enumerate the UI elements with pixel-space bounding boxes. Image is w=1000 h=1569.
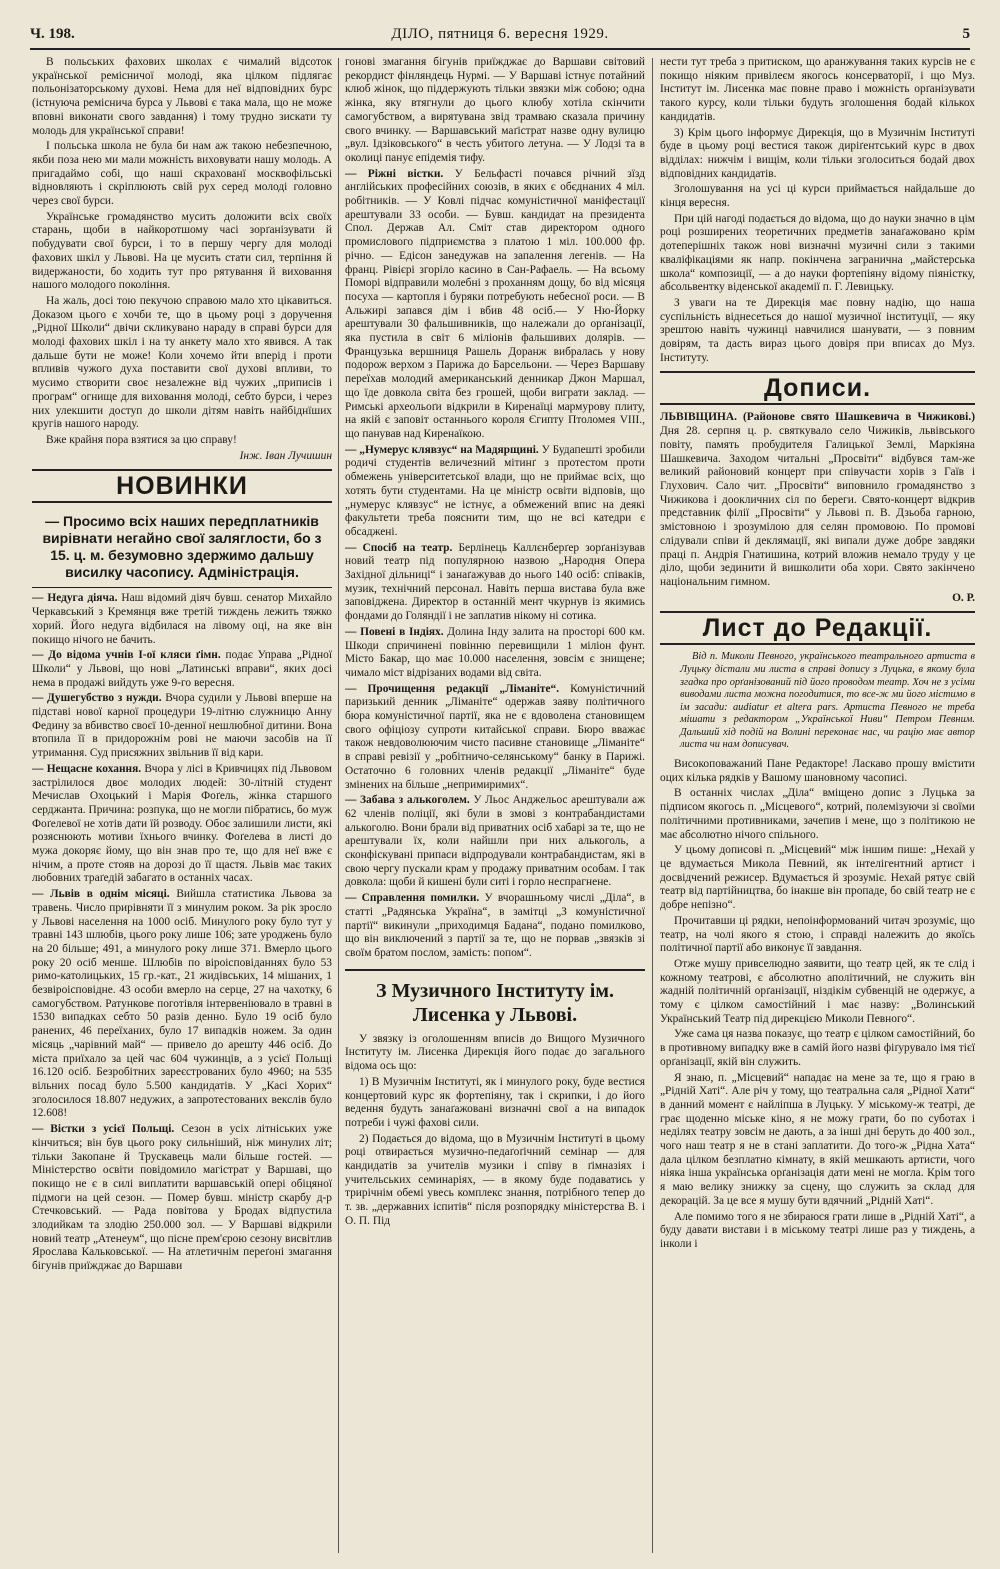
letter-paragraph: Я знаю, п. „Місцевий“ нападає на мене за те, що я граю в „Рідній Хаті“. Але річ у тому, що театральна саля „Рідної Хати“ в данний момент є найліпша в Луцьку. У міському-ж театрі, де грає щоденно міське кіно, я не можу грати, бо по суботах і неділях театру зовсім не дають, а за інші дні беруть до 400 зол., чого наш театр я не в стані заплатити. До того-ж „Рідна Хата“ дала цілком безплатно кімнату, в якій мешкають артисти, чого ніяка інша українська орґанізація дати мені не могла. Крім того я маю велику знижку за сцену, що служить за склад для декорацій. За це все я мушу бути вдячний „Рідній Хаті“.	[660, 1071, 975, 1207]
news-headline: — Ріжні вістки.	[345, 167, 444, 180]
article-paragraph: Українське громадянство мусить доложити всіх своїх старань, щоби в найкоротшому часі зорґанізувати й побудувати свої бурси, і то в першу чергу для молоді фахових шкіл у Львові. На це мусить стати сил, терпіння й видержаности, бо ходить тут про рятування й виховання нашого молодого покоління.	[32, 210, 332, 292]
news-body: Вчора судили у Львові вперше на підставі нової карної процедури 19-літню служницю Анну Федину за вбивство своєї 10-денної нешлюбної дитини. Вона втопила її в придорожнім рові не маючи засобів на її утримання. Суд присяжних звільнив її від кари.	[32, 692, 332, 760]
article-paragraph: Зголошування на усі ці курси приймається найдальше до кінця вересня.	[660, 183, 975, 210]
news-body: подає Управа „Рідної Школи“ у Львові, що нові „Латинські вправи“, яких досі нема в продажі вийдуть уже 9-го вересня.	[32, 649, 332, 689]
column-3	[660, 56, 975, 1555]
news-body: Комуністичний паризький денник „Ліманіте“ одержав заяву політичного бюра комуністичної партії, яка не є вдоволена становищем свого офіціозу супроти китайської справи. Бюро вважає також невдоволюючим чисто пасивне становище „Ліманіте“ в справі ревізії у „робітничо-селянському“ банку в Парижі. Остаточно 6 головних членів редакції „Ліманіте“ буде змінених на більше „непримиримих“.	[345, 682, 645, 791]
article-signature: Інж. Іван Лучишин	[239, 449, 332, 462]
page-header	[30, 22, 970, 50]
news-body: У Будапешті зробили родичі студентів величезний мітинґ з протестом проти обмежень університетської влади, що не приймає всіх, що хотять бути студентами. На це міністр освіти відповів, що „нумерус клявзус“ не істнує, а обмежений впис на деякі факультети треба пояснити тим, що не всі катедри є обсаджені.	[345, 443, 645, 538]
news-headline: — Спосіб на театр.	[345, 541, 453, 554]
news-headline: — Душегубство з нужди.	[32, 692, 162, 705]
issue-number: Ч. 198.	[30, 26, 75, 42]
column-divider	[338, 58, 339, 1553]
letter-paragraph: У цьому дописові п. „Місцевий“ між іншим пише: „Нехай у це вдумається Микола Певний, як інтелігентний артист і досвідчений режисер. Вдумається й зрозуміє. Нехай рятує свій театр від партійництва, бо інакше він пропаде, бо свій театр не є добре непізно“.	[660, 844, 975, 912]
page-number: 5	[962, 26, 970, 42]
newspaper-title-date: ДІЛО, пятниця 6. вересня 1929.	[391, 26, 609, 42]
news-body: Долина Інду залита на просторі 600 км. Шкоди спричинені повінню перевищили 1 міліон фунт. Місто Бакар, що має 10.000 населення, зовсім є знищене; чимало міст відрізаних водами від світа.	[345, 625, 645, 679]
news-body: Дня 28. серпня ц. р. святкувало село Чижиків, львівського повіту, память пробудителя Галицької Землі, Маркіяна Шашкевича. Заходом читальні „Просвіти“ відбувся там-же великий районовий концерт при співучасти хорів з Гаїв і Глухович. Сало чит. „Просвіти“ виповнило громадянство з Чижикова і доокличних сіл по береги. Свято-концерт відкрив представник філії „Просвіти“ у Львові п. В. Дзьоба гарною, змістовною і зрозумілою для селян промовою. По промові слідували співи й деклямації, які випали дуже добре завдяки праці п. Андрія Гнатишина, котрий вложив немало труду у це діло, щоби зединити й вишколити оба хори. Свято закінчено національним гимном.	[660, 425, 975, 588]
news-item	[345, 626, 645, 681]
column-divider	[652, 58, 653, 1553]
article-paragraph: нести тут треба з притиском, що аранжування таких курсів не є покищо ніяким привілеєм якогось консерваторії, і що Муз. Інститут ім. Лисенка має повне право і можність орґанізувати такого курсу, коли тільки будуть зголошення бодай кількох кандидатів.	[660, 56, 975, 123]
news-headline: — Забава з алькоголем.	[345, 794, 470, 807]
news-body: У Бельфасті почався річний зїзд англійських професійних союзів, в яких є обєднаних 4 міл. робітників. — У Ковлі підчас комуністичної маніфестації арештували 33 особи. — Бувш. кандидат на президента Спол. Держав Ал. Сміт став директором одного промислового підприємства з платою 1 міл. 100.000 фр. річно. — Едісон занедужав на запалення легенів. — На франц. Рівієрі згоріло касино в Сан-Рафаель. — На всьому Поморі відправили молебні з проханням дощу, бо від місяця посуха — картопля і буряки потребують небесної роси. — В Альжирі запався дім і вбив 48 осіб.— У Ню-Йорку арештували 30 фальшивників, що належали до орґанізації, яка пустила в світ 6 міліонів фальшивих долярів. — Французька вершниця Рашель Доранж вибралась у нову подорож верхом з Парижа до Барсельони. — Через Варшаву переїхав молодий американський денникар Джон Маршал, що їде довкола світа без грошей, щоби виграти заклад. — Римські археольоґи відкрили в Киренаїці мармурову плиту, на якій є заповіт останнього короля Єгипту Птоломея VIII., що панував над Киренаїкою.	[345, 167, 645, 440]
news-headline: — Львів в однім місяці.	[32, 888, 170, 901]
news-headline: — Справлення помилки.	[345, 892, 480, 905]
letter-paragraph: В останніх числах „Діла“ вміщено допис з Луцька за підписом якогось п. „Місцевого“, котрий, полемізуючи зі своїми політичними противниками, зачепив і мене, що з політикою не має абсолютно нічого спільного.	[660, 787, 975, 841]
article-signature: О. Р.	[952, 591, 975, 604]
news-body: Вийшла статистика Львова за травень. Число прирівняти її з минулим роком. За рік зросло у Львові населення на 1000 осіб. Минулого року було тут у травні 143 шлюбів, цього року лише 106; зате уроджень було на 20 більше; 491, а минулого року лише 371. Вмерло цього року 20 осіб менше. Шлюбів по віроісповіданнях було 53 римо-католицьких, 15 гр.-кат., 21 жидівських, 14 мішаних, 1 безвіроісповідне. 43 особи вмерло на серце, 27 на чахотку, 6 самогубством. Ратункове поготівля інтервеніювало в травні в 1530 випадках себто 50 разів денно. Було 19 осіб було ранених, 46 переїханих, було 17 випадків ножем. За один місяць „чарівний май“ — привело до арешту 446 осіб. До міста приїхало за цей час 604 чужинців, а з усієї Польщі 16.120 осіб. Безробітних зареєстрованих було 4960; на 535 вільних посад було 5.500 кандидатів. У „Касі Хорих“ зголосилося 18.807 недужих, а запротестованих векслів було 12.608!	[32, 888, 332, 1120]
letter-section-title: Лист до Редакції.	[660, 611, 975, 645]
article-paragraph: гонові змагання бігунів приїжджає до Варшави світовий рекордист фінляндець Нурмі. — У Варшаві істнує потайний клюб жінок, що піддержують тільки звязки між собою; одна жінка, яку втягнули до цього клюбу хотіла скінчити самогубством, а вирятувана звід трамваю сказала причину свого вчинку. — Варшавський маґістрат назве одну вулицю „вул. Ідзіковського“ в честь убитого летуна. — У Лодзі та в околиці панує епідемія тифу.	[345, 56, 645, 164]
letter-paragraph: Уже сама ця назва показує, що театр є цілком самостійний, бо в противному випадку вже в самій його назві фіґурувало імя тієї орґанізації, якій він служить.	[660, 1028, 975, 1068]
news-item	[345, 168, 645, 442]
news-headline: — Недуга діяча.	[32, 592, 118, 605]
music-institute-headline: З Музичного Інституту ім. Лисенка у Львові.	[345, 969, 645, 1027]
article-paragraph: У звязку із оголошенням вписів до Вищого Музичного Інституту ім. Лисенка Дирекція його подає до загального відома ось що:	[345, 1032, 645, 1073]
article-paragraph: 2) Подається до відома, що в Музичнім Інституті в цьому році отвирається музично-педаґоґічний семінар — для кандидатів за учителів музики і співу в ґімназіях і учительських семинаріях, — в якому буде подаватись у трирічнім обемі увесь комплекс знання, потрібного тепер до т. зв. „державних іспитів“ після розпорядку міністерства В. і О. П. Під	[345, 1132, 645, 1227]
article-paragraph: На жаль, досі тою пекучою справою мало хто цікавиться. Доказом цього є хочби те, що в цьому році з доручення „Рідної Школи“ двічи скликувано нараду в справі бурси для молоді фахових шкіл і на ту анкету мало хто явився. А так дальше бути не може! Коли хочемо йти вперід і проти впливів чужого духа поставити свої духові впливи, то мусимо створити своє незалежне від чужих „приписів і програм“ огнище для виховання молоді, себто бурси, і через них улекшити доступ до школи дітям навіть найбіднїших кругів нашого народу.	[32, 294, 332, 431]
article-paragraph: В польських фахових школах є чималий відсоток української ремісничої молоді, яка цілком підлягає польонізаторському духові. Нема для неї відповідних бурс (істнуюча реміснича бурса у Львові є така мала, що не може вповні виконати свого завдання) і тому трудно зискати ту молодь для української справи!	[32, 56, 332, 137]
news-body: Наш відомий діяч бувш. сенатор Михайло Черкавський з Кремянця вже третій тиждень лежить тяжко хорий. Його недуга відбилася на лівому оці, на яке він покищо нічого не бачить.	[32, 592, 332, 646]
news-item	[32, 649, 332, 690]
letter-paragraph: Прочитавши ці рядки, непоінформований читач зрозуміє, що театр, на чолі якого я стою, і справді належить до якоїсь політичної партії або виконує її завдання.	[660, 914, 975, 955]
news-body: У вчорашньому числі „Діла“, в статті „Радянська Україна“, в замітці „З комуністичної партії“ викинули „приходимця Бадана“, подано помилково, що він виключений з партії за те, що не порвав „звязків зі своїм братом послом, замість: попом“.	[345, 892, 645, 959]
news-headline: — Вістки з усієї Польщі.	[32, 1123, 175, 1136]
news-item	[345, 794, 645, 890]
news-headline: ЛЬВІВЩИНА. (Районове свято Шашкевича в Чижикові.)	[660, 411, 975, 424]
article-paragraph: І польська школа не була би нам аж такою небезпечною, якби поза нею ми мали можність виховувати нашу молодь. А пригадаймо собі, що наші скрахованї москвофільські відновляють і скріплюють свій рух серед молоді головно через свої бурси.	[32, 140, 332, 208]
news-item	[345, 892, 645, 961]
news-item	[32, 763, 332, 886]
article-paragraph: З уваги на те Дирекція має повну надію, що наша суспільність віднесеться до нашої музичної інституції, — яку зрештою навіть чужинці навчилися шанувати, — з повним довірям, та дасть вираз цього довіря при вписах до Муз. Інституту.	[660, 296, 975, 364]
news-headline: — Повені в Індіях.	[345, 625, 444, 638]
article-paragraph: При цій нагоді подається до відома, що до науки значно в цім році розширених теоретичних предметів занаґажовано крім дотеперішніх також нові визначні музичні сили з такими кваліфікаціями як напр. покінчена заграничнa „майстерська школа“ композиції, — а до науки фортепіяну відому піяністку, абсольвентку віденської академії п. Г. Левицьку.	[660, 212, 975, 294]
letter-paragraph: Але помимо того я не збираюся грати лише в „Рідній Хаті“, а буду давати вистави і в міському театрі лише раз у тиждень, а інколи і	[660, 1210, 975, 1250]
subscription-notice: — Просимо всіх наших передплатників вирівнати негайно свої заляглости, бо з 15. ц. м. безумовно здержимо дальшу висилку часопису. Адміністрація.	[32, 509, 332, 588]
news-item	[345, 444, 645, 540]
news-item	[32, 692, 332, 761]
news-headline: — „Нумерус клявзус“ на Мадярщині.	[345, 443, 539, 456]
letter-paragraph: Отже мушу привселюдно заявити, що театр цей, як те слід і кожному театрові, є абсолютно аполітичний, не служить він жадній політичній орґанізації, ніздікім субвенцій не одержує, а тому є цілком самостійний і має назву: „Волинський Український Театр під дирекцією Миколи Певного“.	[660, 957, 975, 1025]
dopysy-section-title: Дописи.	[660, 371, 975, 405]
news-item	[345, 542, 645, 624]
news-item	[32, 592, 332, 647]
news-item	[660, 411, 975, 589]
news-headline: — До відома учнів І-ої кляси ґімн.	[32, 649, 221, 662]
article-paragraph: Вже крайня пора взятися за цю справу!	[46, 433, 237, 446]
news-body: Сезон в усіх літніських уже кінчиться; він був цього року сильніший, ніж минулих літ; тільки Закопане й Трускавець мали більше гостей. — Міністерство освіти повідомило магістрат у Варшаві, що покищо не є в силі виплатити варшавській опері обіцяної підмоги на цей сезон. — Помер бувш. міністр скарбу д-р Стечковський. — Рада повітова у Бродах відпустила злодийкам та злодію 250.000 зол. — У Варшаві відкрили новий театр „Атенеум“, що пісне прем'єрою сезону висвітлив Ярослава Кальковської. — На атлетичнім переґоні змагання бігунів приїжджає до Варшави	[32, 1123, 332, 1273]
news-item	[345, 683, 645, 793]
news-headline: — Прочищення редакції „Ліманіте“.	[345, 682, 560, 695]
news-body: Берлінець Каллєнберґер зорґанізував новий театр під популярною назвою „Народня Опера Західної дільниці“ і занаґажував до нього 140 осіб: співаків, музик, технічний персонал. Навіть перша вистава була вже заповіджена. Директор в останній мент чкурнув із якимись фондами до Голяндії і не заплатив нікому ні сотика.	[345, 541, 645, 623]
news-item	[32, 1123, 332, 1274]
news-section-title: НОВИНКИ	[32, 469, 332, 503]
news-body: Вчора у лісі в Кривчицях під Львовом застрілилося двоє молодих людей: 30-літній студент Мечислав Охоцький і Марія Фоґель, жінка старшого серджанта. Причина: розпука, що не могли пібратись, бо муж Фоґелевої не хотів дати їй розводу. Обоє залишили листи, які розяснюють мотиви їхнього вчинку. Фоґелева в листі до мужа докоряє йому, що він знав про те, що для неї вже є нічим, а проте стояв на дорозі до її щастя. Львів має таких любовних траґедій забагато в останніх часах.	[32, 762, 332, 885]
news-headline: — Нещасне кохання.	[32, 762, 142, 775]
news-item	[32, 888, 332, 1121]
editorial-note: Від п. Миколи Певного, українського театрального артиста в Луцьку дістали ми листа в справі допису з Луцька, в якому була згадка про орґанізований під його проводом театр. Хоч не з усіми виводами листа можна погодитися, то все-ж ми його містимо в ім засади: audiatur et altera pars. Артиста Певного не треба мішати з редактором „Української Ниви“ Петром Певним. Дальший хід подій на Волині переконає нас, чи рацію має автор листа чи нам дописувач.	[680, 651, 975, 751]
column-1	[32, 56, 332, 1555]
letter-paragraph: Високоповажаний Пане Редакторе! Ласкаво прошу вмістити оцих кілька рядків у Вашому шановному часописі.	[660, 758, 975, 784]
column-2	[345, 56, 645, 1555]
article-paragraph: 1) В Музичнім Інституті, як і минулого року, буде вестися концертовий курс як фортепіяну, так і скрипки, і до його ведення будуть занаґажовані визначні свої а на випадок потреби і чужі фахові сили.	[345, 1075, 645, 1129]
article-paragraph: 3) Крім цього інформує Дирекція, що в Музичнім Інституті буде в цьому році вестися також диріґентський курс в двох відділах: нижчім і вищім, коли тільки зголоситься бодай двох відповідних кандидатів.	[660, 126, 975, 180]
news-body: У Льос Анджельос арештували аж 62 членів поліції, які були в змові з контрабандистами алькоголю. Вони брали від приватних осіб хабарі за те, що не арештували їх, коли найшли при них алькоголь, а сконфіскувані припаси відпродували контрабандистам, які в свою чергу пускали крам у продажу приватним особам. І так довкола: щоби й кишені були ситі і горло неспрагнене.	[345, 794, 645, 889]
